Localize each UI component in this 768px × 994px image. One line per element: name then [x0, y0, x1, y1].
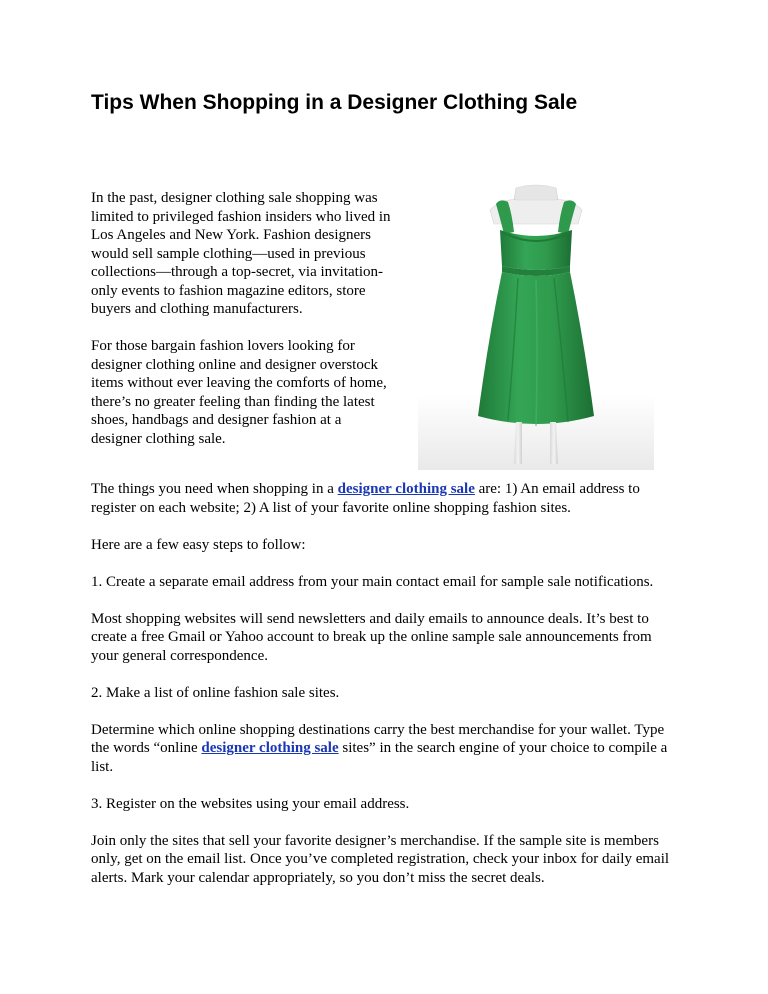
- intro-paragraph-1: In the past, designer clothing sale shopping was limited to privileged fashion insiders who lived in Los Angeles and New York. Fashion designers would sell sample clothing—used in previous collections—through a top-secret, via invitation-only events to fashion magazine editors, store buyers and clothing manufacturers.: [91, 190, 391, 317]
- page-title: Tips When Shopping in a Designer Clothing Sale: [91, 91, 578, 114]
- designer-clothing-sale-link[interactable]: designer clothing sale: [337, 481, 475, 497]
- step-1-heading: 1. Create a separate email address from your main contact email for sample sale notifications.: [91, 573, 654, 590]
- intro-text: [91, 189, 391, 467]
- needs-paragraph: [91, 480, 681, 517]
- step-2-heading: 2. Make a list of online fashion sale sites.: [91, 684, 340, 701]
- needs-text-before: The things you need when shopping in a: [91, 481, 338, 497]
- needs-text-after: are: 1) An email address to register on each website; 2) A list of your favorite online shopping fashion sites.: [91, 481, 640, 516]
- step-3-detail: Join only the sites that sell your favorite designer’s merchandise. If the sample site is members only, get on the email list. Once you’ve completed registration, check your inbox for daily email alerts. Mark your calendar appropriately, so you don’t miss the secret deals.: [91, 832, 670, 886]
- step-3-heading: 3. Register on the websites using your email address.: [91, 795, 410, 812]
- step-1-detail: Most shopping websites will send newsletters and daily emails to announce deals. It’s best to create a free Gmail or Yahoo account to break up the online sample sale announcements from your general correspondence.: [91, 610, 652, 664]
- article-body: [91, 480, 681, 906]
- steps-intro: Here are a few easy steps to follow:: [91, 536, 306, 553]
- designer-clothing-sale-link-2[interactable]: designer clothing sale: [201, 740, 339, 756]
- intro-paragraph-2: For those bargain fashion lovers looking for designer clothing online and designer overstock items without ever leaving the comforts of home, there’s no greater feeling than finding the latest shoes, handbags and designer fashion at a designer clothing sale.: [91, 338, 387, 447]
- green-dress-photo: [418, 180, 654, 470]
- step-2-text-after: sites” in the search engine of your choice to compile a list.: [91, 740, 668, 775]
- step-2-detail: [91, 721, 681, 777]
- step-2-text-before: Determine which online shopping destinations carry the best merchandise for your wallet. Type the words “online: [91, 721, 665, 756]
